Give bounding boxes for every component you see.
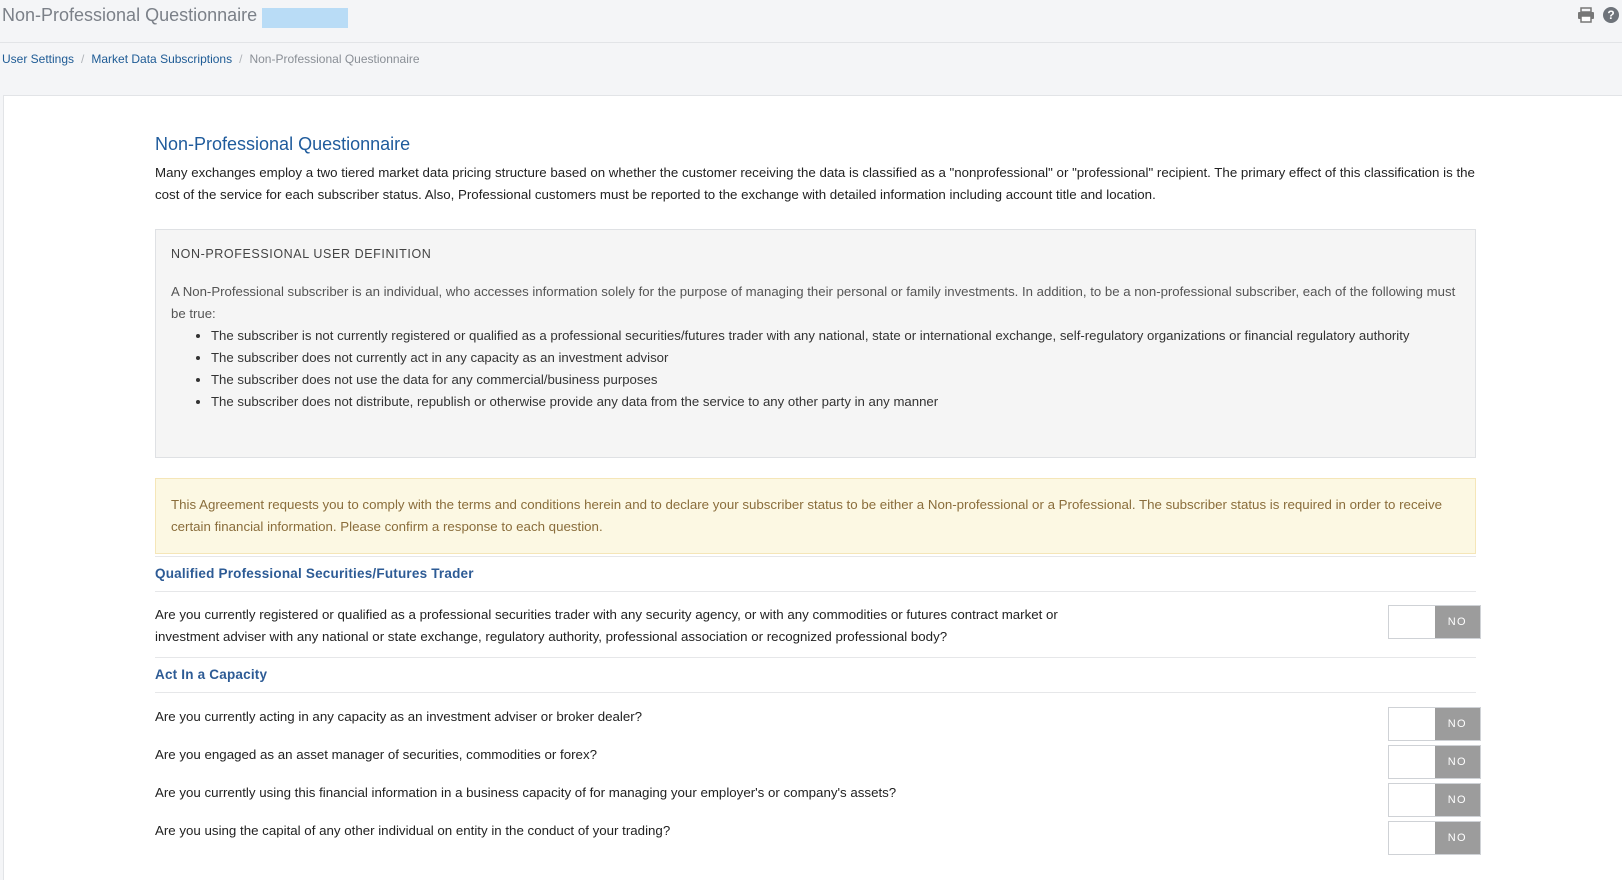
toggle-business-capacity[interactable] [1388, 783, 1481, 817]
print-icon[interactable] [1575, 4, 1597, 26]
toggle-other-capital[interactable] [1388, 821, 1481, 855]
toggle-knob [1389, 822, 1435, 854]
question-text: Are you engaged as an asset manager of securities, commodities or forex? [155, 747, 597, 762]
question-row [155, 706, 1476, 728]
breadcrumb-separator: / [239, 52, 243, 66]
toggle-knob [1389, 606, 1435, 638]
definition-title: NON-PROFESSIONAL USER DEFINITION [171, 247, 432, 261]
question-row [155, 744, 1476, 766]
intro-text: Many exchanges employ a two tiered market data pricing structure based on whether the customer receiving the data is classified as a "nonprofessional" or "professional" recipient. The primary effect of this classification is the cost of the service for each subscriber status. Also, Professional customers must be reported to the exchange with detailed information including account title and location. [155, 165, 1475, 202]
toggle-state-label: NO [1435, 746, 1481, 778]
question-row [155, 782, 1476, 804]
toggle-asset-manager[interactable] [1388, 745, 1481, 779]
breadcrumb-user-settings[interactable]: User Settings [2, 52, 75, 66]
list-item: • The subscriber does not use the data for any commercial/business purposes [211, 369, 1460, 391]
toggle-registered-trader[interactable] [1388, 605, 1481, 639]
question-text: Are you currently using this financial information in a business capacity of for managing your employer's or company's assets? [155, 785, 897, 800]
top-bar [0, 0, 1622, 43]
toggle-state-label: NO [1435, 784, 1481, 816]
question-row [155, 604, 1476, 648]
questionnaire-title: Non-Professional Questionnaire [155, 134, 411, 154]
breadcrumb [2, 52, 420, 66]
definition-list [171, 325, 1460, 413]
definition-text: A Non-Professional subscriber is an individual, who accesses information solely for the purpose of managing their personal or family investments. In addition, to be a non-professional subscriber, each of the following must be true: [171, 284, 1456, 321]
breadcrumb-separator: / [81, 52, 85, 66]
list-item: • The subscriber does not currently act in any capacity as an investment advisor [211, 347, 1460, 369]
breadcrumb-market-data-subscriptions[interactable]: Market Data Subscriptions [91, 52, 233, 66]
toggle-knob [1389, 708, 1435, 740]
definition-box [155, 229, 1476, 458]
toggle-state-label: NO [1435, 822, 1481, 854]
section-header-act-in-capacity: Act In a Capacity [155, 657, 1476, 693]
account-selector[interactable] [262, 8, 348, 28]
toggle-state-label: NO [1435, 606, 1481, 638]
question-row [155, 820, 1476, 842]
toggle-knob [1389, 746, 1435, 778]
toggle-knob [1389, 784, 1435, 816]
list-item: • The subscriber is not currently registered or qualified as a professional securities/futures trader with any national, state or international exchange, self-regulatory organizations or financial regulatory authority [211, 325, 1460, 347]
question-text: Are you using the capital of any other individual on entity in the conduct of your trading? [155, 823, 671, 838]
list-item: • The subscriber does not distribute, republish or otherwise provide any data from the service to any other party in any manner [211, 391, 1460, 413]
agreement-notice: This Agreement requests you to comply with the terms and conditions herein and to declare your subscriber status to be either a Non-professional or a Professional. The subscriber status is required in order to receive certain financial information. Please confirm a response to each question. [155, 478, 1476, 554]
toggle-state-label: NO [1435, 708, 1481, 740]
help-icon[interactable] [1600, 4, 1622, 26]
section-header-qualified-trader: Qualified Professional Securities/Futures Trader [155, 556, 1476, 592]
help-glyph: ? [1603, 7, 1619, 23]
page-title: Non-Professional Questionnaire [2, 5, 258, 25]
toggle-investment-adviser[interactable] [1388, 707, 1481, 741]
question-text: Are you currently registered or qualified as a professional securities trader with any security agency, or with any commodities or futures contract market or investment adviser with any national or state exchange, regulatory authority, professional association or recognized professional body? [155, 607, 1058, 644]
main-panel [3, 95, 1622, 880]
breadcrumb-current: Non-Professional Questionnaire [249, 52, 420, 66]
question-text: Are you currently acting in any capacity as an investment adviser or broker dealer? [155, 709, 643, 724]
